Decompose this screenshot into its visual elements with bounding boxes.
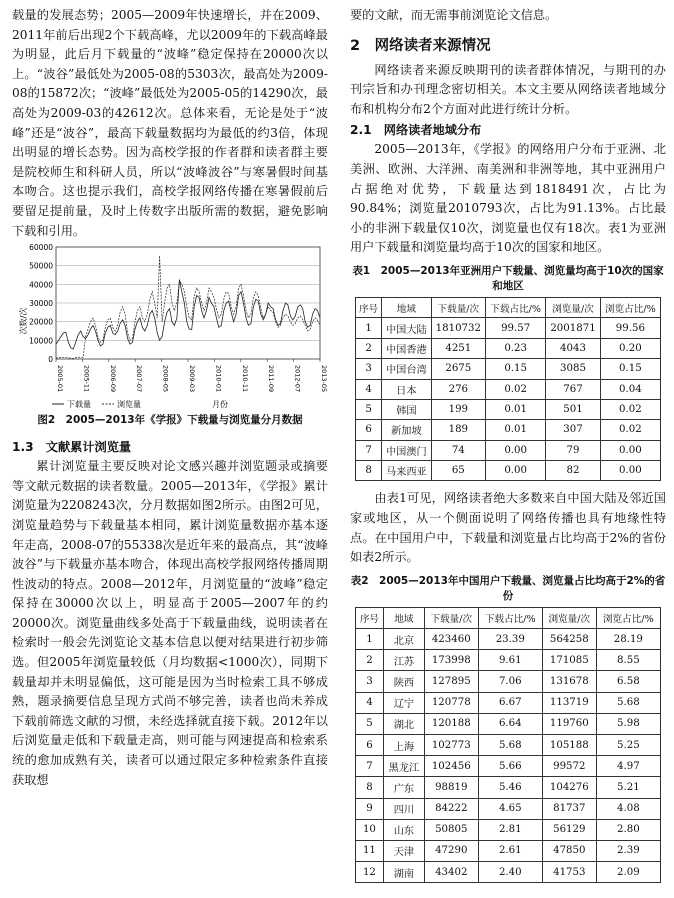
table-cell: 日本 — [382, 379, 431, 399]
table-cell: 82 — [546, 461, 600, 481]
table-row — [356, 692, 661, 713]
table-cell: 99.56 — [600, 318, 660, 338]
legend-download-label: 下载量 — [67, 400, 91, 410]
table2-caption: 表2 2005—2013年中国用户下载量、浏览量占比均高于2%的省份 — [350, 574, 666, 602]
table-cell: 99572 — [542, 756, 596, 777]
chart-axes — [29, 243, 320, 364]
table-cell: 5 — [356, 713, 384, 734]
table-cell: 56129 — [542, 819, 596, 840]
table-cell: 2.80 — [596, 819, 660, 840]
table-row — [356, 756, 661, 777]
table-cell: 2.09 — [596, 862, 660, 883]
table-cell: 79 — [546, 440, 600, 460]
table-cell: 102456 — [424, 756, 478, 777]
table-cell: 0.02 — [600, 399, 660, 419]
table-cell: 3085 — [546, 359, 600, 379]
right-column — [350, 6, 666, 883]
chart-x-ticks — [56, 359, 328, 392]
header-cell: 序号 — [356, 607, 384, 628]
table-cell: 0.00 — [486, 440, 546, 460]
header-cell: 地域 — [382, 297, 431, 317]
table-cell: 2.81 — [478, 819, 542, 840]
chart-ylabel: 次数/次 — [19, 307, 28, 335]
table-cell: 0.23 — [486, 338, 546, 358]
table-row — [356, 379, 661, 399]
x-tick-label: 2012-07 — [293, 365, 302, 393]
table-cell: 81737 — [542, 798, 596, 819]
table-cell: 广东 — [383, 777, 424, 798]
table-cell: 12 — [356, 862, 384, 883]
table-cell: 99.57 — [486, 318, 546, 338]
paragraph-download-trend: 载量的发展态势；2005—2009年快速增长，并在2009、2011年前后出现2个下载高峰，尤以2009年的下载高峰最为明显，此后月下载量的“波峰”稳定保持在20000次以上。“波谷”最低处为2005-08的5303次，最高处为2009-08的15872次；“波峰”最低处为2005-05的14290次，最高处为2009-03的42612次。总体来看，无论是处于“波峰”还是“波谷”，最高下载量数据均为最低的约3倍，体现出明显的增长态势。因为高校学报的作者群和读者群主要是院校师生和科研人员，所以“波峰波谷”与寒暑假时间基本吻合。这也提示我们，高校学报网络传播在寒暑假前后要留足提前量，及时上传数字出版所需的数据，避免影响下载和引用。 — [12, 8, 328, 238]
table-cell: 0.04 — [600, 379, 660, 399]
left-column — [12, 6, 328, 790]
table-cell: 120188 — [424, 713, 478, 734]
chart-legend — [52, 399, 228, 409]
x-tick-label: 2005-11 — [82, 365, 91, 393]
table-cell: 0.01 — [486, 399, 546, 419]
section-heading-2-1: 2.1 网络读者地域分布 — [350, 123, 482, 138]
table-cell: 28.19 — [596, 629, 660, 650]
table-cell: 5.66 — [478, 756, 542, 777]
table-cell: 0.15 — [486, 359, 546, 379]
table-row — [356, 629, 661, 650]
header-cell: 浏览量/次 — [546, 297, 600, 317]
table-cell: 7 — [356, 440, 382, 460]
table-cell: 2 — [356, 338, 382, 358]
table-cell: 102773 — [424, 734, 478, 755]
table-cell: 0.00 — [600, 440, 660, 460]
table-cell: 4043 — [546, 338, 600, 358]
paragraph-region-distribution: 2005—2013年，《学报》的网络用户分布于亚洲、北美洲、欧洲、大洋洲、南美洲和非洲等地，其中亚洲用户占据绝对优势，下载量达到1818491次，占比为90.84%；浏览量2010793次，占比为91.13%。占比最小的非洲下载量仅10次，浏览量也仅有18次。表1为亚洲用户下载量和浏览量均高于10次的国家和地区。 — [350, 142, 666, 255]
table-cell: 天津 — [383, 840, 424, 861]
table-cell: 0.02 — [600, 420, 660, 440]
table-row — [356, 713, 661, 734]
table-cell: 5.68 — [596, 692, 660, 713]
table-cell: 6 — [356, 420, 382, 440]
table-cell: 5.21 — [596, 777, 660, 798]
table-cell: 1 — [356, 629, 384, 650]
series-browse-line — [56, 256, 320, 359]
table-cell: 2.40 — [478, 862, 542, 883]
header-cell: 地域 — [383, 607, 424, 628]
header-cell: 下载占比/% — [486, 297, 546, 317]
table-cell: 辽宁 — [383, 692, 424, 713]
table-cell: 423460 — [424, 629, 478, 650]
table-cell: 2001871 — [546, 318, 600, 338]
table-cell: 6.58 — [596, 671, 660, 692]
table-cell: 127895 — [424, 671, 478, 692]
table-cell: 4 — [356, 379, 382, 399]
table-cell: 0.00 — [486, 461, 546, 481]
table-cell: 中国大陆 — [382, 318, 431, 338]
table-row — [356, 650, 661, 671]
table-cell: 113719 — [542, 692, 596, 713]
paragraph-continued: 要的文献，而无需事前浏览论文信息。 — [350, 8, 558, 22]
table-cell: 山东 — [383, 819, 424, 840]
x-tick-label: 2010-11 — [240, 365, 249, 393]
table-cell: 5.46 — [478, 777, 542, 798]
table-cell: 501 — [546, 399, 600, 419]
table-cell: 9 — [356, 798, 384, 819]
table-cell: 韩国 — [382, 399, 431, 419]
header-cell: 下载量/次 — [424, 607, 478, 628]
table-cell: 2.61 — [478, 840, 542, 861]
x-tick-label: 2008-05 — [161, 365, 170, 393]
table-cell: 74 — [431, 440, 485, 460]
table-row — [356, 798, 661, 819]
table1 — [355, 297, 661, 482]
table-row — [356, 440, 661, 460]
table-row — [356, 399, 661, 419]
paragraph-section2-intro: 网络读者来源反映期刊的读者群体情况，与期刊的办刊宗旨和办刊理念密切相关。本文主要从网络读者地域分布和机构分布2个方面对此进行统计分析。 — [350, 62, 666, 116]
table-cell: 276 — [431, 379, 485, 399]
table-cell: 2.39 — [596, 840, 660, 861]
header-cell: 浏览占比/% — [600, 297, 660, 317]
table1-caption: 表1 2005—2013年亚洲用户下载量、浏览量均高于10次的国家和地区 — [352, 264, 664, 292]
table-cell: 307 — [546, 420, 600, 440]
x-tick-label: 2013-05 — [320, 365, 328, 393]
table-cell: 2675 — [431, 359, 485, 379]
table-cell: 47850 — [542, 840, 596, 861]
table-cell: 1810732 — [431, 318, 485, 338]
table-cell: 3 — [356, 671, 384, 692]
table-cell: 5.68 — [478, 734, 542, 755]
table-cell: 199 — [431, 399, 485, 419]
table-cell: 2 — [356, 650, 384, 671]
table-cell: 4.08 — [596, 798, 660, 819]
table-cell: 105188 — [542, 734, 596, 755]
table-cell: 北京 — [383, 629, 424, 650]
table-cell: 黑龙江 — [383, 756, 424, 777]
table-cell: 江苏 — [383, 650, 424, 671]
x-tick-label: 2010-01 — [214, 365, 223, 393]
table-cell: 新加坡 — [382, 420, 431, 440]
table-cell: 4251 — [431, 338, 485, 358]
table-cell: 6.64 — [478, 713, 542, 734]
table-cell: 马来西亚 — [382, 461, 431, 481]
table-cell: 陕西 — [383, 671, 424, 692]
table-cell: 1 — [356, 318, 382, 338]
y-tick-label: 40000 — [29, 280, 53, 290]
table-cell: 中国台湾 — [382, 359, 431, 379]
header-cell: 浏览占比/% — [596, 607, 660, 628]
table-cell: 173998 — [424, 650, 478, 671]
table-cell: 131678 — [542, 671, 596, 692]
y-tick-label: 20000 — [29, 317, 53, 327]
chart-series — [56, 256, 320, 359]
table-cell: 6.67 — [478, 692, 542, 713]
table-cell: 65 — [431, 461, 485, 481]
table-cell: 41753 — [542, 862, 596, 883]
table-row — [356, 318, 661, 338]
series-download-line — [56, 280, 320, 350]
monthly-line-chart — [12, 241, 328, 413]
table-cell: 湖南 — [383, 862, 424, 883]
table-cell: 中国澳门 — [382, 440, 431, 460]
x-tick-label: 2007-07 — [135, 365, 144, 393]
table-cell: 104276 — [542, 777, 596, 798]
table-row — [356, 359, 661, 379]
table-cell: 171085 — [542, 650, 596, 671]
table-cell: 8 — [356, 461, 382, 481]
table-cell: 5.98 — [596, 713, 660, 734]
table-cell: 11 — [356, 840, 384, 861]
table-cell: 中国香港 — [382, 338, 431, 358]
table-cell: 120778 — [424, 692, 478, 713]
table-cell: 50805 — [424, 819, 478, 840]
table-cell: 7 — [356, 756, 384, 777]
figure-caption: 图2 2005—2013年《学报》下载量与浏览量分月数据 — [37, 414, 303, 427]
table-cell: 6 — [356, 734, 384, 755]
header-cell: 下载量/次 — [431, 297, 485, 317]
table-row — [356, 777, 661, 798]
paragraph-browse: 累计浏览量主要反映对论文感兴趣并浏览题录或摘要等文献元数据的读者数量。2005—2013年，《学报》累计浏览量为2208243次，分月数据如图2所示。由图2可见，浏览量趋势与下载量基本相同，累计浏览量数据亦基本逐年走高，2008-07的55338次是近年来的最高点，其“波峰波谷”与下载量亦基本吻合，体现出高校学报网络传播周期性波动的特点。2008—2012年，月浏览量的“波峰”稳定保持在30000次以上，明显高于2005—2007年的约20000次。浏览量曲线多处高于下载量曲线，说明读者在检索时一般会先浏览论文基本信息以便对结果进行初步筛选。但2005年浏览量较低（月均数据<1000次），同期下载量却并未明显偏低，这可能是因为当时检索工具不够成熟，题录摘要信息呈现方式尚不够完善，读者也尚未养成下载前筛选文献的习惯，未经选择就直接下载。2012年以后浏览量走低和下载量走高，则可能与网速提高和检索系统的愈加成熟有关，读者可以通过限定多种检索条件直接获取想 — [12, 459, 328, 787]
table-cell: 98819 — [424, 777, 478, 798]
section-heading-2: 2 网络读者来源情况 — [350, 37, 491, 54]
y-tick-label: 10000 — [29, 336, 53, 346]
table2 — [355, 607, 661, 883]
header-cell: 序号 — [356, 297, 382, 317]
table-cell: 47290 — [424, 840, 478, 861]
table-row — [356, 840, 661, 861]
table-row — [356, 338, 661, 358]
table-cell: 4.65 — [478, 798, 542, 819]
table-cell: 119760 — [542, 713, 596, 734]
section-heading-1-3: 1.3 文献累计浏览量 — [12, 440, 132, 455]
table2-header-row — [356, 607, 661, 628]
header-cell: 下载占比/% — [478, 607, 542, 628]
x-tick-label: 2009-03 — [188, 365, 196, 393]
table-cell: 4 — [356, 692, 384, 713]
table-cell: 0.02 — [486, 379, 546, 399]
header-cell: 浏览量/次 — [542, 607, 596, 628]
table-row — [356, 734, 661, 755]
table-cell: 8.55 — [596, 650, 660, 671]
table-cell: 5.25 — [596, 734, 660, 755]
table1-header-row — [356, 297, 661, 317]
table-cell: 5 — [356, 399, 382, 419]
table-cell: 四川 — [383, 798, 424, 819]
x-tick-label: 2005-01 — [56, 365, 64, 393]
table-cell: 9.61 — [478, 650, 542, 671]
table-cell: 0.00 — [600, 461, 660, 481]
y-tick-label: 0 — [48, 355, 53, 365]
table-row — [356, 461, 661, 481]
table-cell: 0.15 — [600, 359, 660, 379]
paragraph-after-table1: 由表1可见，网络读者绝大多数来自中国大陆及邻近国家或地区，从一个侧面说明了网络传播也具有地缘性特点。在中国用户中，下载量和浏览量占比均高于2%的省份如表2所示。 — [350, 491, 666, 565]
x-tick-label: 2011-09 — [267, 365, 276, 393]
table-cell: 7.06 — [478, 671, 542, 692]
table-cell: 湖北 — [383, 713, 424, 734]
table-cell: 0.01 — [486, 420, 546, 440]
table-cell: 189 — [431, 420, 485, 440]
table-cell: 43402 — [424, 862, 478, 883]
table-cell: 767 — [546, 379, 600, 399]
y-tick-label: 50000 — [29, 261, 53, 271]
x-tick-label: 2006-09 — [108, 365, 117, 393]
table-cell: 3 — [356, 359, 382, 379]
chart-xlabel: 月份 — [212, 400, 228, 410]
table-cell: 8 — [356, 777, 384, 798]
table-cell: 0.20 — [600, 338, 660, 358]
table-row — [356, 671, 661, 692]
table-cell: 564258 — [542, 629, 596, 650]
table-cell: 84222 — [424, 798, 478, 819]
table-row — [356, 862, 661, 883]
table-cell: 23.39 — [478, 629, 542, 650]
table-cell: 4.97 — [596, 756, 660, 777]
table-row — [356, 420, 661, 440]
y-tick-label: 30000 — [29, 299, 53, 309]
table-cell: 10 — [356, 819, 384, 840]
table-row — [356, 819, 661, 840]
y-tick-label: 60000 — [29, 243, 53, 253]
table-cell: 上海 — [383, 734, 424, 755]
legend-browse-label: 浏览量 — [117, 400, 141, 410]
